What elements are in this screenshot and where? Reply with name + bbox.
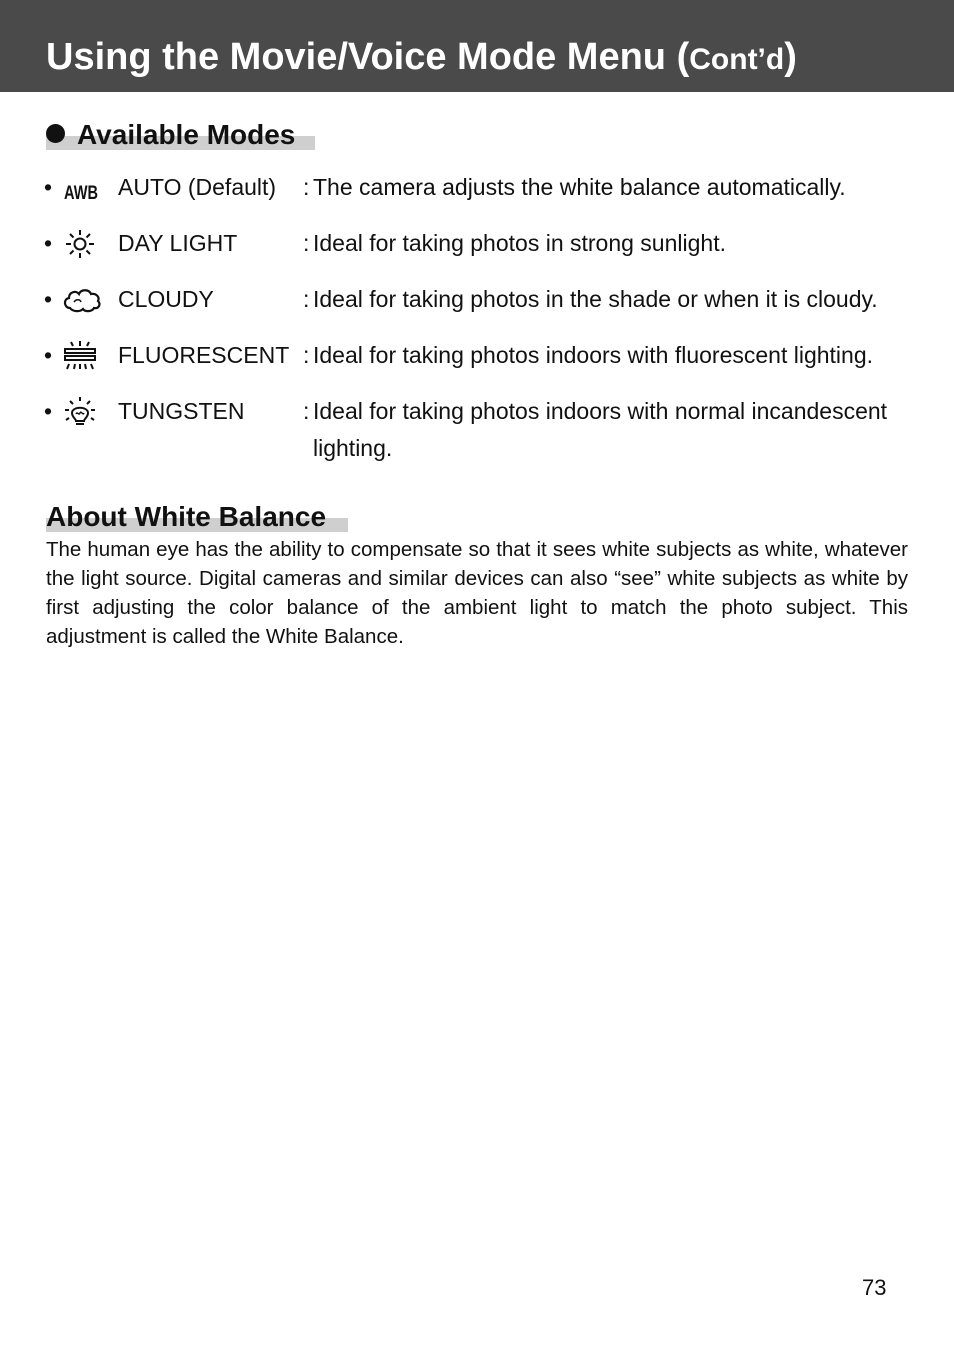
- separator: :: [303, 398, 310, 424]
- mode-description: The camera adjusts the white balance automatically.: [313, 174, 846, 200]
- white-balance-paragraph: The human eye has the ability to compensate so that it sees white subjects as white, whatever the light source. Digital cameras and similar devices can also “see” white subjects as white by first adjusting the color balance of the ambient light to match the photo subject. This adjustment is called the White Balance.: [46, 538, 908, 648]
- separator: :: [303, 286, 310, 312]
- page-title: Using the Movie/Voice Mode Menu (Cont’d): [46, 36, 797, 78]
- sun-icon: [62, 229, 102, 259]
- mode-name: DAY LIGHT: [118, 230, 238, 256]
- mode-name: FLUORESCENT: [118, 342, 290, 368]
- mode-description: Ideal for taking photos in the shade or when it is cloudy.: [313, 286, 878, 312]
- mode-name: TUNGSTEN: [118, 398, 245, 424]
- cloud-icon: [62, 285, 102, 315]
- fluorescent-icon: [62, 341, 102, 371]
- awb-icon: [62, 173, 102, 203]
- page-header: [0, 0, 954, 92]
- tungsten-bulb-icon: [62, 397, 102, 427]
- title-suffix: Cont’d: [689, 43, 785, 76]
- separator: :: [303, 174, 310, 200]
- about-white-balance-heading: About White Balance: [46, 502, 348, 532]
- bullet: •: [44, 398, 53, 424]
- bullet: •: [44, 342, 53, 368]
- page-number: 73: [862, 1275, 887, 1300]
- bullet: •: [44, 230, 53, 256]
- mode-description: Ideal for taking photos indoors with normal incandescent lighting.: [313, 398, 888, 461]
- available-modes-heading: Available Modes: [46, 120, 315, 150]
- svg-text:AWB: AWB: [64, 183, 98, 204]
- mode-description: Ideal for taking photos in strong sunlight.: [313, 230, 726, 256]
- bullet: •: [44, 174, 53, 200]
- separator: :: [303, 342, 310, 368]
- mode-name: CLOUDY: [118, 286, 214, 312]
- bullet: •: [44, 286, 53, 312]
- separator: :: [303, 230, 310, 256]
- round-bullet-icon: [46, 124, 65, 143]
- mode-description: Ideal for taking photos indoors with fluorescent lighting.: [313, 342, 873, 368]
- mode-name: AUTO (Default): [118, 174, 277, 200]
